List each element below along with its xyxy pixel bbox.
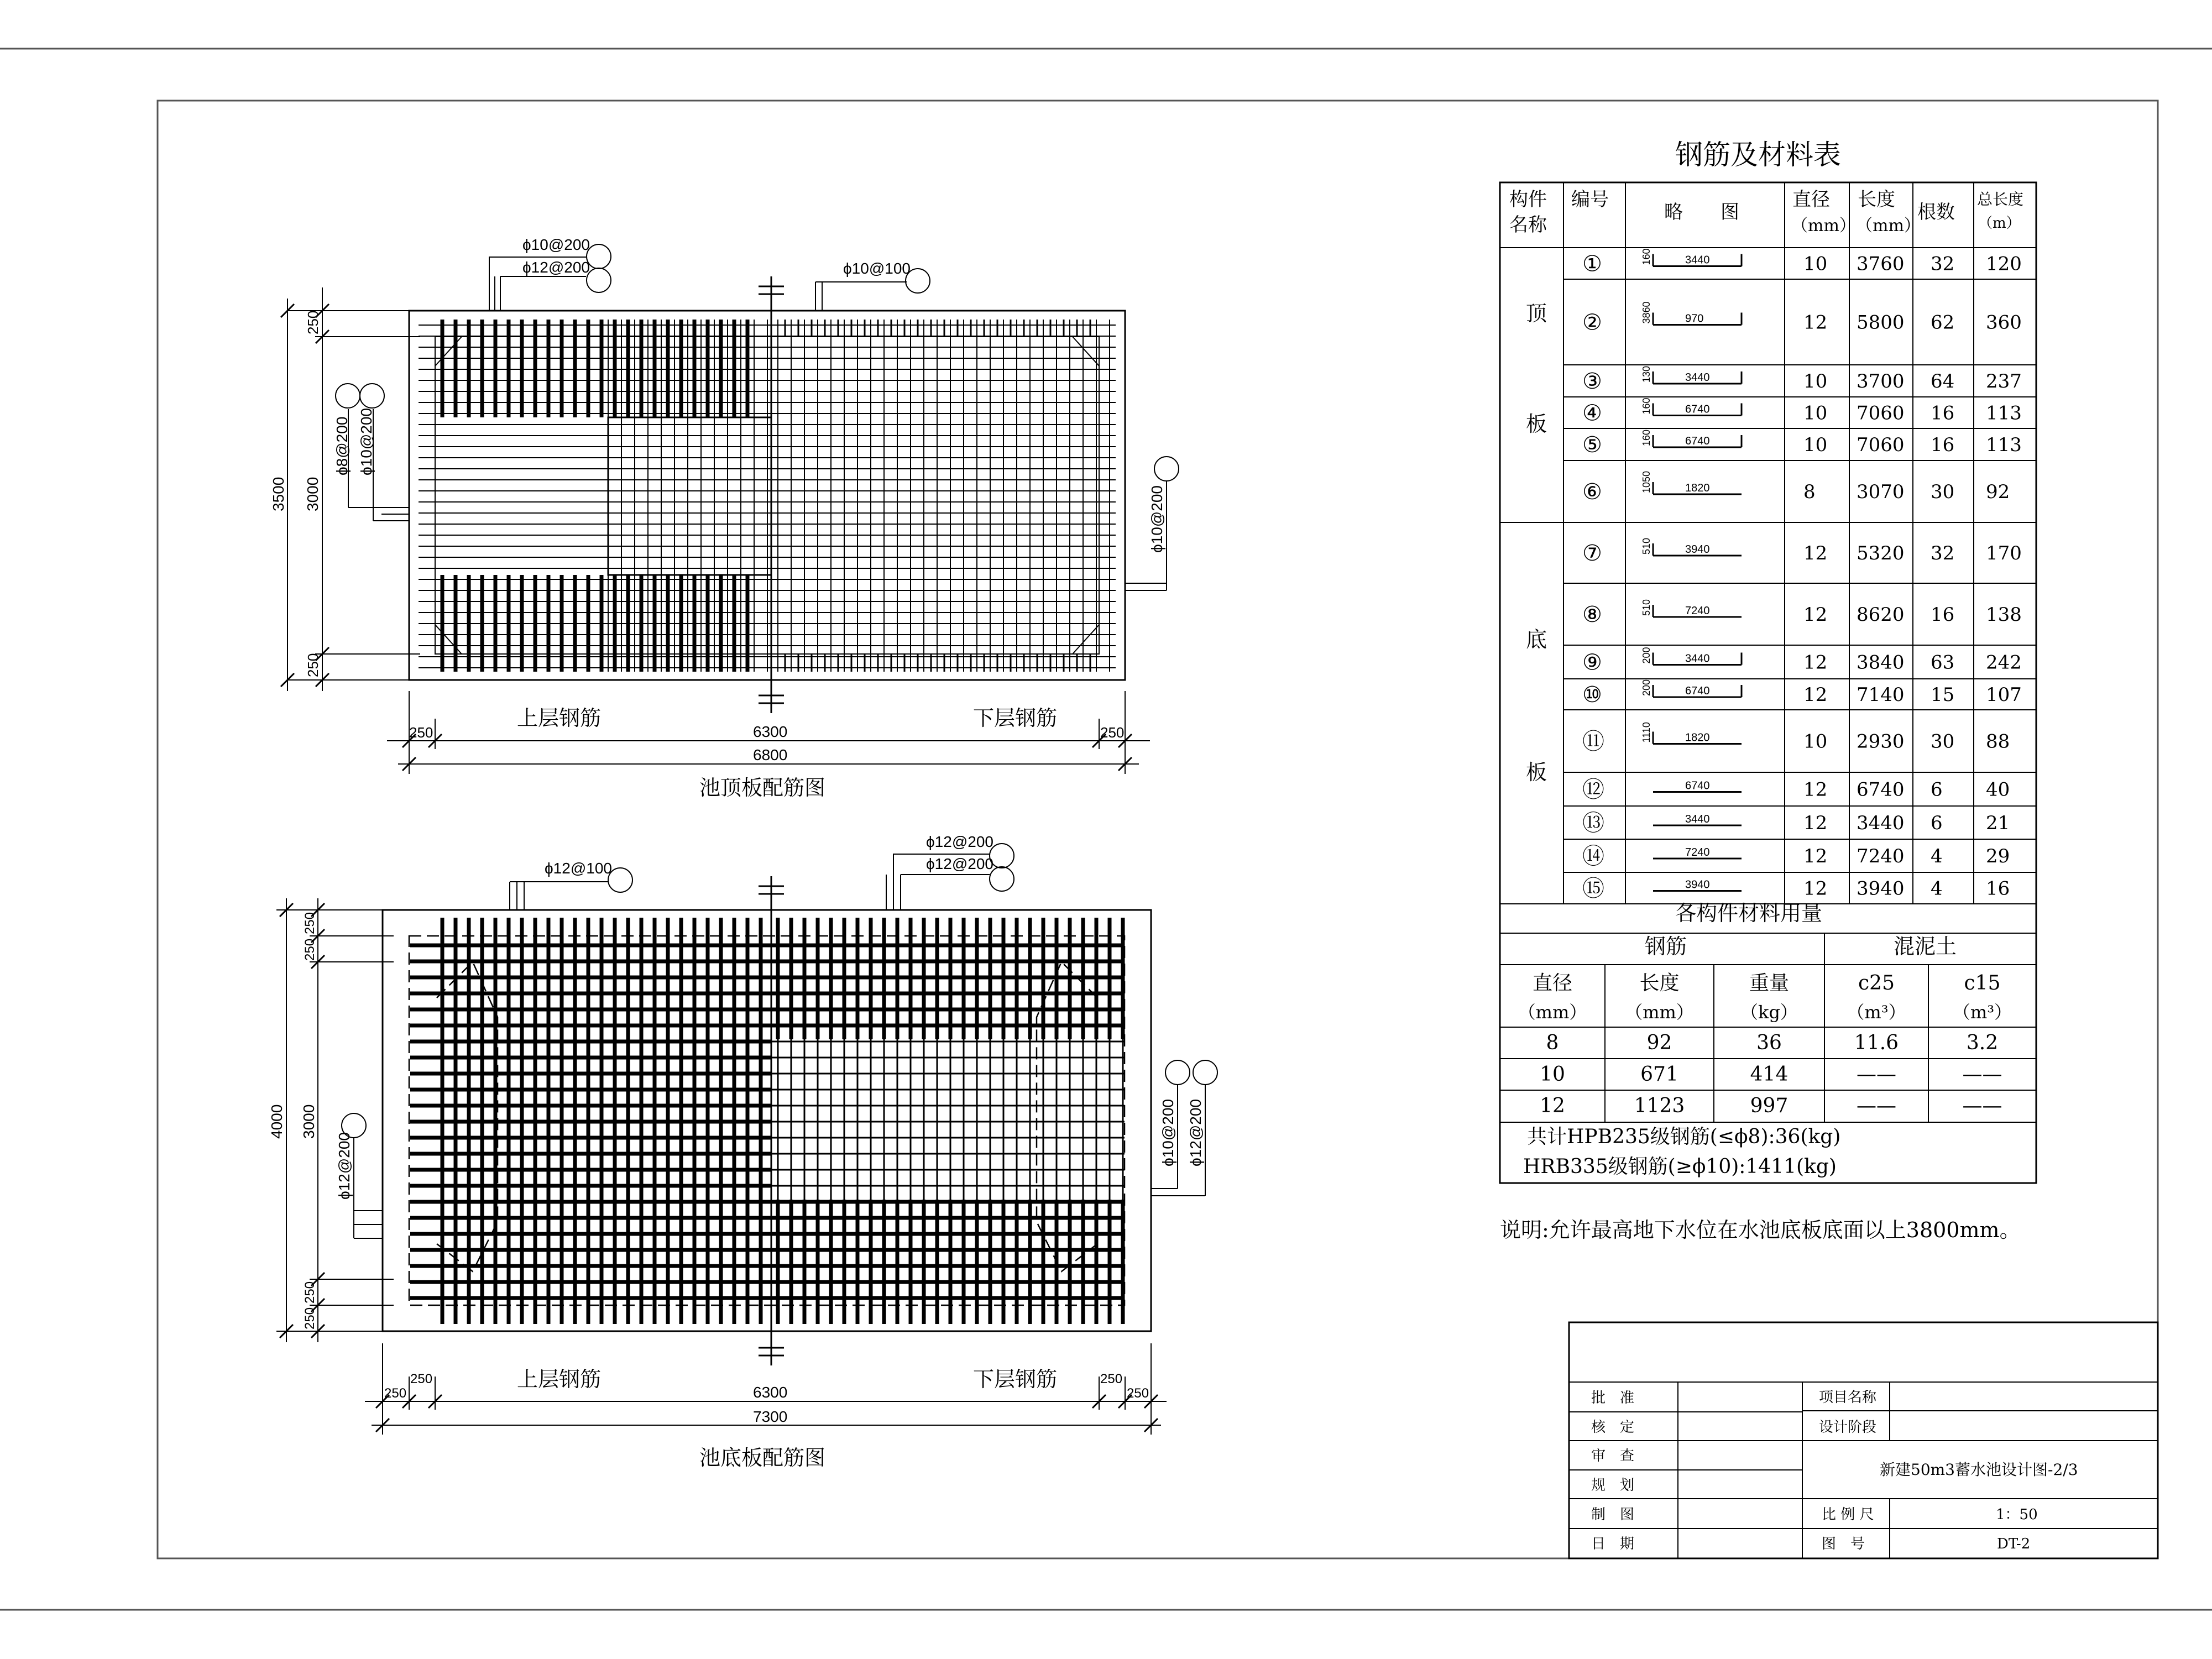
rebar-length: 7240 (1857, 845, 1905, 867)
rebar-length: 3760 (1857, 253, 1905, 275)
rebar-count: 16 (1931, 402, 1955, 425)
rebar-length: 5320 (1857, 542, 1905, 564)
dim-text: 4000 (268, 1104, 285, 1139)
callout-bottom-right (1151, 1060, 1217, 1196)
upper-layer-label: 上层钢筋 (517, 1367, 602, 1391)
rebar-count: 16 (1931, 604, 1955, 626)
top-plan-title: 池顶板配筋图 (699, 776, 826, 800)
rebar-total-length: 113 (1986, 402, 2022, 425)
top-slab-plan (270, 236, 1179, 800)
rebar-sketch-label: 160 (1641, 429, 1652, 446)
dim-text: 250 (1100, 1372, 1123, 1386)
rebar-diameter: 12 (1803, 542, 1828, 564)
upper-layer-label: 上层钢筋 (517, 706, 602, 730)
rebar-sketch-label: 3440 (1685, 371, 1710, 384)
tb-design-stage-label: 设计阶段 (1819, 1419, 1877, 1436)
bottom-slab-plan (268, 833, 1217, 1470)
rebar-count: 16 (1931, 434, 1955, 456)
rebar-material-table (1500, 139, 2036, 1183)
callout-left (333, 384, 409, 521)
rebar-number: ⑤ (1582, 432, 1602, 458)
rebar-length: 5800 (1857, 311, 1905, 334)
callout-text: ϕ12@200 (926, 833, 993, 850)
rebar-sketch-label: 3940 (1685, 543, 1710, 556)
rebar-count: 63 (1931, 651, 1955, 674)
top-corner-chamfer (1073, 337, 1099, 366)
lower-layer-label: 下层钢筋 (973, 1367, 1058, 1391)
rebar-number: ④ (1582, 400, 1602, 426)
dim-text: 250 (409, 724, 433, 741)
callout-bottom-top-right (886, 833, 1014, 910)
table-header-cell: 长度 (1858, 189, 1895, 211)
materials-headers (1518, 972, 2012, 1023)
mat-cell: 414 (1750, 1063, 1789, 1086)
dim-text: 6300 (753, 723, 788, 740)
dim-text: 250 (302, 1307, 317, 1330)
dim-text: 250 (302, 912, 317, 934)
rebar-total-length: 88 (1986, 730, 2010, 753)
dim-text: 3000 (300, 1104, 317, 1139)
rebar-sketch-label: 1110 (1641, 722, 1652, 743)
rebar-total-length: 21 (1986, 812, 2010, 834)
rebar-number: ⑮ (1582, 876, 1604, 902)
rebar-diameter: 12 (1803, 311, 1828, 334)
lower-layer-label: 下层钢筋 (973, 706, 1058, 730)
rebar-diameter: 10 (1803, 434, 1828, 456)
dim-text: 6800 (753, 746, 788, 763)
rebar-total-length: 170 (1986, 542, 2022, 564)
mat-cell: 3.2 (1966, 1032, 1999, 1054)
tb-draw: 制 图 (1591, 1506, 1635, 1523)
design-note: 说明:允许最高地下水位在水池底板底面以上3800mm。 (1500, 1218, 2021, 1242)
tb-scale-value: 1：50 (1996, 1506, 2038, 1523)
mat-header-cell: 直径 (1532, 972, 1573, 995)
mat-cell: 671 (1640, 1063, 1678, 1086)
rebar-number: ② (1582, 310, 1602, 336)
rebar-diameter: 12 (1803, 812, 1828, 834)
rebar-length: 7140 (1857, 684, 1905, 706)
mat-cell: —— (1857, 1095, 1896, 1117)
dim-text: 250 (1100, 724, 1125, 741)
rebar-sketch-label: 3940 (1685, 878, 1710, 891)
rebar-sketch-label: 1820 (1685, 731, 1710, 744)
rebar-total-length: 242 (1986, 651, 2022, 674)
group-label-floor-1: 底 (1526, 627, 1547, 652)
top-break-mark (759, 276, 784, 713)
rebar-sketch-label: 130 (1641, 365, 1652, 383)
rebar-number: ⑩ (1582, 682, 1602, 708)
group-label-roof-1: 顶 (1526, 301, 1547, 326)
mat-cell: 12 (1540, 1095, 1565, 1117)
rebar-total-length: 120 (1986, 253, 2022, 275)
concrete-label: 混泥土 (1894, 934, 1957, 959)
rebar-length: 7060 (1857, 402, 1905, 425)
rebar-sketch-label: 7240 (1685, 605, 1710, 617)
mat-cell: 11.6 (1854, 1032, 1899, 1054)
rebar-number: ① (1582, 251, 1602, 277)
top-corner-chamfer (435, 625, 462, 654)
mat-cell: 1123 (1634, 1095, 1685, 1117)
rebar-total-length: 113 (1986, 434, 2022, 456)
mat-header-cell: （kg） (1740, 1002, 1798, 1023)
summary-hpb: 共计HPB235级钢筋(≤ϕ8):36(kg) (1527, 1126, 1841, 1148)
dim-text: 250 (384, 1386, 407, 1401)
mat-header-cell: （m³） (1847, 1002, 1906, 1023)
rebar-length: 3440 (1857, 812, 1905, 834)
table-header-cell: 编号 (1571, 189, 1609, 211)
callout-text: ϕ12@200 (522, 259, 590, 276)
top-slab-rebar-grid (419, 320, 1116, 672)
rebar-sketch-label: 6740 (1685, 435, 1710, 447)
rebar-length: 3070 (1857, 481, 1905, 503)
table-header-cell: 根数 (1917, 201, 1955, 223)
callout-text: ϕ10@100 (843, 260, 911, 277)
rebar-sketch-label: 1050 (1641, 470, 1652, 493)
callout-text: ϕ10@200 (1148, 485, 1165, 553)
callout-text: ϕ10@200 (522, 236, 590, 253)
top-vertical-dimension (270, 287, 420, 691)
rebar-sketch-label: 7240 (1685, 846, 1710, 859)
rebar-count: 62 (1931, 311, 1955, 334)
rebar-number: ⑭ (1582, 844, 1604, 869)
rebar-diameter: 12 (1803, 651, 1828, 674)
steel-label: 钢筋 (1645, 934, 1687, 959)
top-corner-chamfer (435, 337, 462, 366)
mat-cell: 36 (1756, 1032, 1782, 1054)
bottom-plan-title: 池底板配筋图 (699, 1446, 826, 1470)
mat-cell: —— (1962, 1063, 2002, 1086)
rebar-diameter: 12 (1803, 778, 1828, 801)
tb-drawing-no-label: 图 号 (1822, 1536, 1865, 1552)
dim-text: 7300 (753, 1408, 788, 1425)
dim-text: 250 (410, 1372, 433, 1386)
summary-hrb: HRB335级钢筋(≥ϕ10):1411(kg) (1523, 1155, 1837, 1178)
callout-right (1125, 457, 1179, 590)
rebar-number: ⑧ (1582, 602, 1602, 627)
header-name-2: 名称 (1509, 214, 1547, 236)
rebar-total-length: 92 (1986, 481, 2010, 503)
rebar-total-length: 40 (1986, 778, 2010, 801)
rebar-count: 4 (1931, 877, 1943, 900)
rebar-sketch-label: 3440 (1685, 813, 1710, 825)
rebar-diameter: 8 (1803, 481, 1816, 503)
materials-title: 各构件材料用量 (1675, 901, 1823, 925)
rebar-sketch-label: 6740 (1685, 685, 1710, 697)
rebar-sketch-label: 160 (1641, 397, 1652, 415)
mat-header-cell: （mm） (1518, 1002, 1587, 1023)
top-rebar-zone (608, 417, 771, 575)
table-title: 钢筋及材料表 (1675, 139, 1841, 171)
rebar-length: 8620 (1857, 604, 1905, 626)
rebar-count: 32 (1931, 542, 1955, 564)
mat-header-cell: c15 (1964, 972, 2001, 995)
dim-text: 6300 (753, 1384, 788, 1401)
rebar-length: 6740 (1857, 778, 1905, 801)
callout-top-right (815, 260, 930, 311)
tb-project-name-label: 项目名称 (1819, 1389, 1877, 1406)
rebar-length: 2930 (1857, 730, 1905, 753)
table-header-cell: 直径 (1792, 189, 1830, 211)
dim-text: 250 (305, 653, 321, 677)
mat-header-cell: （m³） (1952, 1002, 2012, 1023)
rebar-sketch-label: 3860 (1641, 301, 1652, 324)
header-name-1: 构件 (1509, 189, 1547, 211)
mat-cell: 8 (1546, 1032, 1559, 1054)
tb-approve: 批 准 (1591, 1390, 1635, 1406)
rebar-count: 32 (1931, 253, 1955, 275)
rebar-sketch-label: 510 (1641, 599, 1652, 616)
table-headers (1571, 189, 2023, 235)
rebar-count: 30 (1931, 481, 1955, 503)
tb-scale-label: 比 例 尺 (1822, 1506, 1874, 1523)
rebar-sketch-label: 200 (1641, 679, 1652, 696)
tb-review: 审 查 (1591, 1448, 1635, 1464)
title-block (1569, 1322, 2158, 1558)
callout-text: ϕ12@200 (926, 855, 993, 872)
rebar-number: ⑥ (1582, 479, 1602, 505)
rebar-count: 4 (1931, 845, 1943, 867)
rebar-count: 30 (1931, 730, 1955, 753)
dim-text: 250 (1127, 1386, 1149, 1401)
callout-text: ϕ12@100 (545, 860, 612, 877)
rebar-sketch-label: 510 (1641, 537, 1652, 554)
rebar-total-length: 237 (1986, 370, 2022, 392)
rebar-length: 3840 (1857, 651, 1905, 674)
rebar-count: 15 (1931, 684, 1955, 706)
tb-drawing-title: 新建50m3蓄水池设计图-2/3 (1880, 1461, 2078, 1479)
mat-cell: 10 (1540, 1063, 1565, 1086)
table-header-cell: 略 图 (1664, 201, 1739, 223)
rebar-sketch-label: 3440 (1685, 652, 1710, 665)
rebar-diameter: 10 (1803, 402, 1828, 425)
rebar-diameter: 12 (1803, 604, 1828, 626)
rebar-sketch-label: 970 (1685, 312, 1704, 325)
bottom-slab-rebar-grid (410, 918, 1125, 1324)
rebar-length: 3940 (1857, 877, 1905, 900)
mat-header-cell: （mm） (1625, 1002, 1694, 1023)
tb-date: 日 期 (1591, 1536, 1635, 1552)
table-header-cell: （mm） (1791, 216, 1856, 235)
rebar-diameter: 10 (1803, 370, 1828, 392)
rebar-number: ③ (1582, 369, 1602, 394)
rebar-number: ⑨ (1582, 650, 1602, 676)
dim-text: 250 (302, 938, 317, 961)
mat-header-cell: c25 (1858, 972, 1895, 995)
rebar-total-length: 138 (1986, 604, 2022, 626)
mat-header-cell: 长度 (1639, 972, 1680, 995)
rebar-count: 6 (1931, 812, 1943, 834)
rebar-sketch-label: 6740 (1685, 779, 1710, 792)
rebar-sketch-label: 200 (1641, 647, 1652, 664)
rebar-total-length: 107 (1986, 684, 2022, 706)
rebar-count: 64 (1931, 370, 1955, 392)
mat-cell: —— (1962, 1095, 2002, 1117)
tb-verify: 核 定 (1591, 1419, 1635, 1436)
mat-header-cell: 重量 (1749, 972, 1790, 995)
mat-cell: —— (1857, 1063, 1896, 1086)
table-header-cell: （mm） (1856, 216, 1921, 235)
rebar-diameter: 10 (1803, 253, 1828, 275)
rebar-sketch-label: 3440 (1685, 254, 1710, 266)
dim-text: 250 (305, 310, 321, 334)
rebar-total-length: 16 (1986, 877, 2010, 900)
rebar-number: ⑪ (1582, 729, 1604, 755)
callout-text: ϕ10@200 (1159, 1099, 1176, 1166)
group-label-floor-2: 板 (1526, 760, 1547, 784)
table-header-cell: （m） (1978, 215, 2021, 232)
rebar-total-length: 29 (1986, 845, 2010, 867)
rebar-diameter: 12 (1803, 877, 1828, 900)
top-corner-chamfer (1073, 625, 1099, 654)
dim-text: 250 (302, 1281, 317, 1304)
callout-text: ϕ8@200 (333, 416, 351, 475)
rebar-total-length: 360 (1986, 311, 2022, 334)
mat-cell: 997 (1750, 1095, 1789, 1117)
rebar-sketch-label: 1820 (1685, 482, 1710, 494)
rebar-diameter: 12 (1803, 684, 1828, 706)
tb-drawing-no-value: DT-2 (1997, 1536, 2031, 1552)
rebar-number: ⑦ (1582, 541, 1602, 566)
dim-text: 3000 (304, 477, 321, 511)
callout-top-left (489, 236, 611, 311)
rebar-diameter: 12 (1803, 845, 1828, 867)
group-label-roof-2: 板 (1526, 412, 1547, 436)
rebar-number: ⑫ (1582, 777, 1604, 803)
mat-cell: 92 (1646, 1032, 1672, 1054)
rebar-sketch-label: 160 (1641, 248, 1652, 265)
rebar-number: ⑬ (1582, 810, 1604, 836)
table-header-cell: 总长度 (1977, 190, 2024, 208)
rebar-count: 6 (1931, 778, 1943, 801)
callout-bottom-left (336, 1113, 383, 1238)
rebar-length: 7060 (1857, 434, 1905, 456)
tb-plan: 规 划 (1591, 1477, 1635, 1494)
rebar-sketch-label: 6740 (1685, 403, 1710, 416)
dim-text: 3500 (270, 477, 287, 511)
table-body (1582, 248, 2022, 901)
callout-bottom-top-left (510, 860, 632, 910)
rebar-length: 3700 (1857, 370, 1905, 392)
materials-body (1540, 1032, 2002, 1117)
callout-text: ϕ10@200 (358, 408, 375, 475)
bottom-vertical-dimension (268, 898, 394, 1342)
callout-text: ϕ12@200 (1187, 1099, 1204, 1166)
callout-text: ϕ12@200 (336, 1132, 353, 1200)
rebar-diameter: 10 (1803, 730, 1828, 753)
